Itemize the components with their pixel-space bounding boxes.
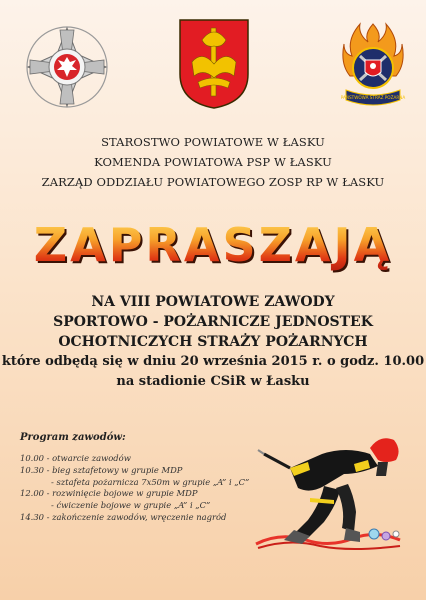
program-item: - ćwiczenie bojowe w grupie „A” i „C” <box>51 500 211 511</box>
psp-emblem-text: PAŃSTWOWA STRAŻ POŻARNA <box>340 95 406 100</box>
event-line-3: OCHOTNICZYCH STRAŻY POŻARNYCH <box>58 334 368 350</box>
zosp-rp-emblem <box>24 24 110 110</box>
program <box>20 432 260 524</box>
event-date: które odbędą się w dniu 20 września 2015 r. o godz. 10.00 <box>1 354 425 369</box>
psp-emblem <box>340 20 406 110</box>
program-item: 10.30 - bieg sztafetowy w grupie MDP <box>20 464 183 475</box>
organizer-starostwo: STAROSTWO POWIATOWE W ŁASKU <box>101 135 325 149</box>
organizers <box>0 132 426 192</box>
firefighter-illustration <box>250 428 410 556</box>
program-item: 10.00 - otwarcie zawodów <box>20 453 131 463</box>
program-item: 12.00 - rozwinięcie bojowe w grupie MDP <box>20 488 198 499</box>
event-line-1: NA VIII POWIATOWE ZAWODY <box>91 294 335 310</box>
program-item: 14.30 - zakończenie zawodów, wręczenie nagród <box>20 511 227 522</box>
event-description <box>0 292 426 392</box>
program-item: - sztafeta pożarnicza 7x50m w grupie „A” i „C” <box>51 476 250 487</box>
emblem-row <box>0 18 426 118</box>
headline: ZAPRASZAJĄ <box>0 218 426 272</box>
event-venue: na stadionie CSiR w Łasku <box>116 374 310 389</box>
lask-coat-of-arms <box>178 18 250 110</box>
program-title: Program zawodów: <box>20 432 126 443</box>
organizer-zarzad: ZARZĄD ODDZIAŁU POWIATOWEGO ZOSP RP W ŁASKU <box>41 175 385 189</box>
organizer-komenda: KOMENDA POWIATOWA PSP W ŁASKU <box>94 155 332 169</box>
event-line-2: SPORTOWO - POŻARNICZE JEDNOSTEK <box>53 314 373 330</box>
